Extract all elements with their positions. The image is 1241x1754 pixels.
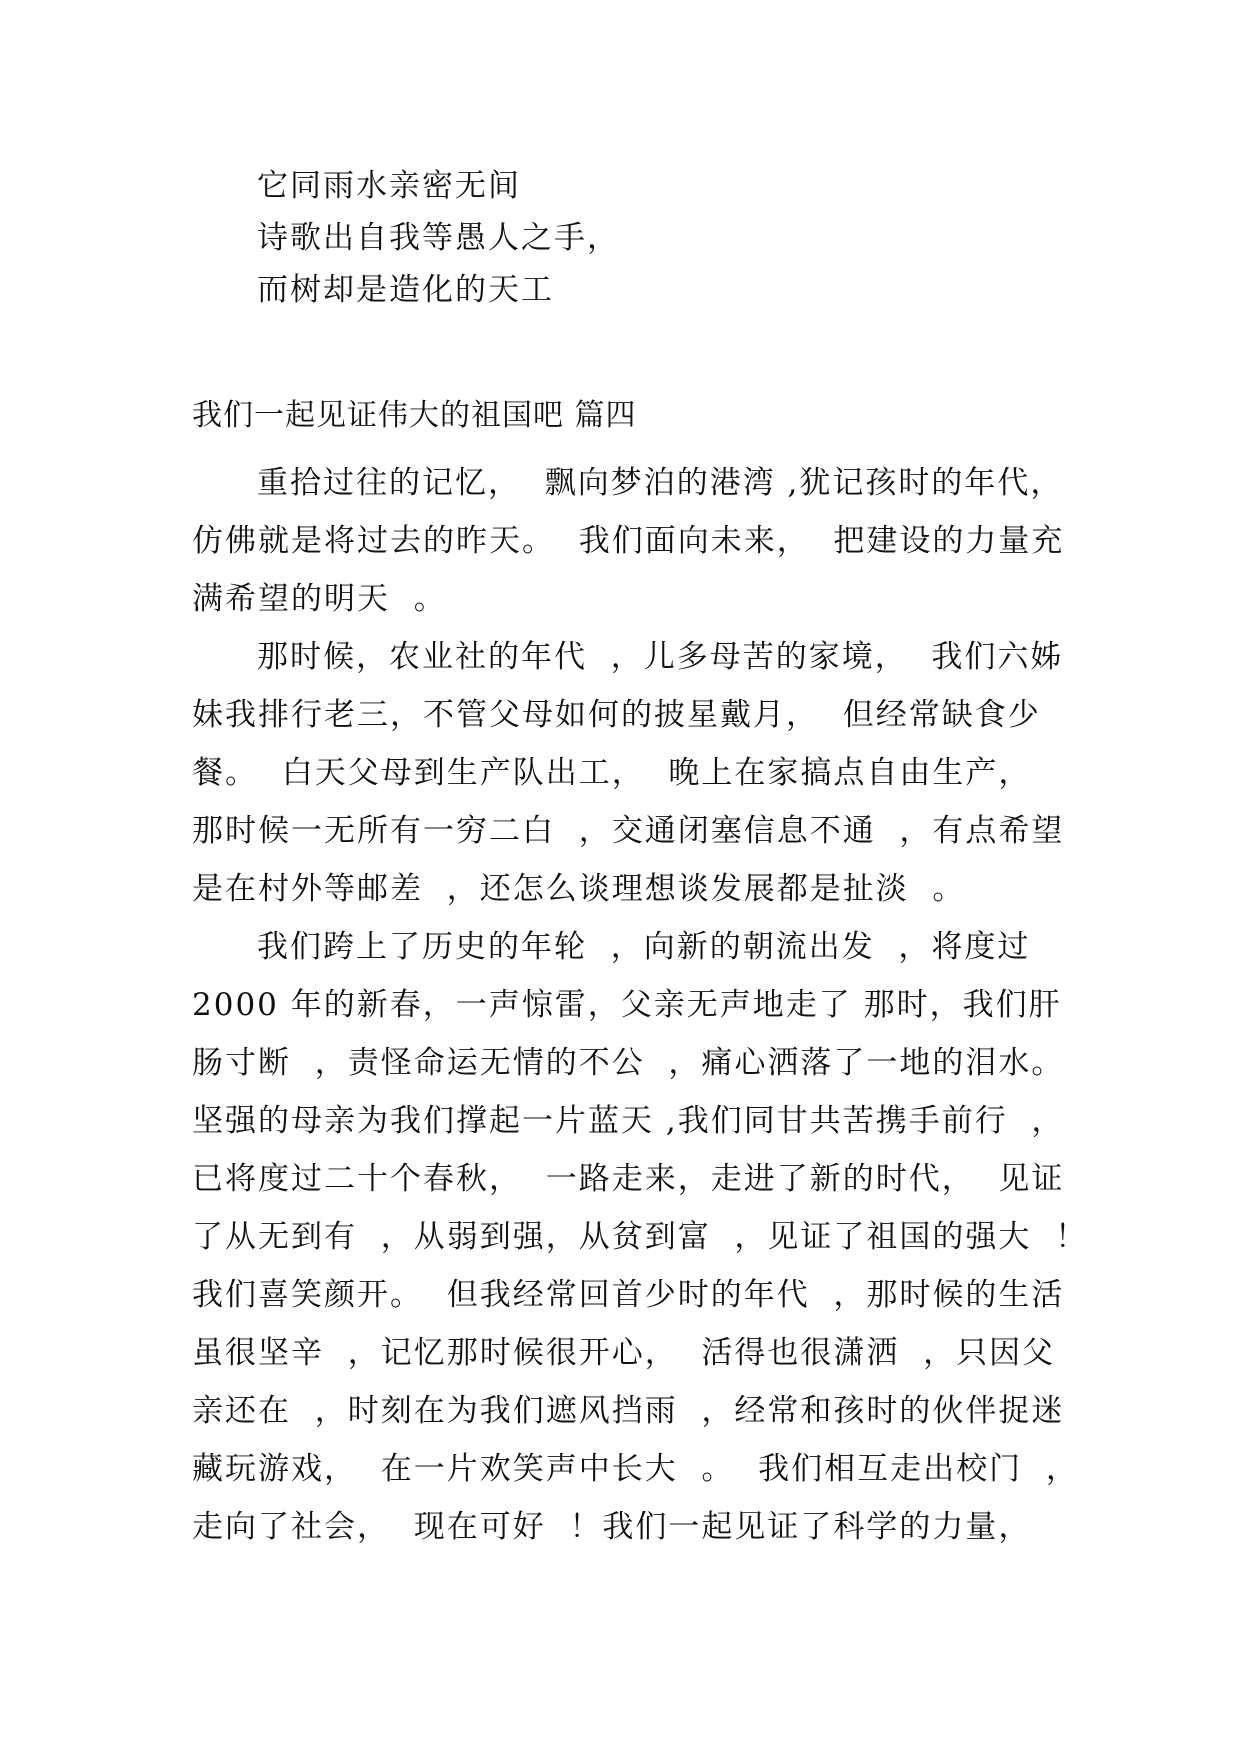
text-line: 餐。 白天父母到生产队出工， 晚上在家搞点自由生产，	[192, 755, 1032, 791]
text-line: 已将度过二十个春秋， 一路走来，走进了新的时代， 见证	[192, 1161, 1065, 1197]
poem-line: 诗歌出自我等愚人之手，	[257, 220, 620, 256]
text-line: 我们喜笑颜开。 但我经常回首少时的年代 ，那时候的生活	[192, 1277, 1065, 1313]
text-line: 了从无到有 ，从弱到强，从贫到富 ，见证了祖国的强大 ！	[192, 1219, 1089, 1255]
poem-block	[257, 160, 620, 316]
text-line: 仿佛就是将过去的昨天。 我们面向未来， 把建设的力量充	[192, 523, 1065, 559]
text-line: 那时候，农业社的年代 ，儿多母苦的家境， 我们六姊	[257, 639, 1064, 675]
text-line: 我们跨上了历史的年轮 ，向新的朝流出发 ，将度过	[257, 929, 1031, 965]
text-line: 是在村外等邮差 ，还怎么谈理想谈发展都是扯淡 。	[192, 871, 966, 907]
text-line: 重拾过往的记忆， 飘向梦泊的港湾 ,犹记孩时的年代，	[257, 465, 1064, 501]
text-line: 满希望的明天 。	[192, 581, 447, 617]
section-heading: 我们一起见证伟大的祖国吧 篇四	[192, 398, 637, 433]
body-text	[192, 454, 1092, 1556]
text-line: 走向了社会， 现在可好 ！我们一起见证了科学的力量，	[192, 1509, 1032, 1545]
text-line: 藏玩游戏， 在一片欢笑声中长大 。 我们相互走出校门 ，	[192, 1451, 1079, 1487]
poem-line: 它同雨水亲密无间	[257, 168, 521, 204]
text-line: 肠寸断 ，责怪命运无情的不公 ，痛心洒落了一地的泪水。	[192, 1045, 1065, 1081]
text-line: 那时候一无所有一穷二白 ，交通闭塞信息不通 ，有点希望	[192, 813, 1065, 849]
text-line: 亲还在 ，时刻在为我们遮风挡雨 ，经常和孩时的伙伴捉迷	[192, 1393, 1065, 1429]
text-line: 2000 年的新春，一声惊雷，父亲无声地走了 那时，我们肝	[192, 987, 1062, 1023]
text-line: 坚强的母亲为我们撑起一片蓝天 ,我们同甘共苦携手前行 ，	[192, 1103, 1065, 1139]
poem-line: 而树却是造化的天工	[257, 272, 554, 308]
text-line: 虽很坚辛 ，记忆那时候很开心， 活得也很潇洒 ，只因父	[192, 1335, 1056, 1371]
text-line: 妹我排行老三，不管父母如何的披星戴月， 但经常缺食少	[192, 697, 1041, 733]
